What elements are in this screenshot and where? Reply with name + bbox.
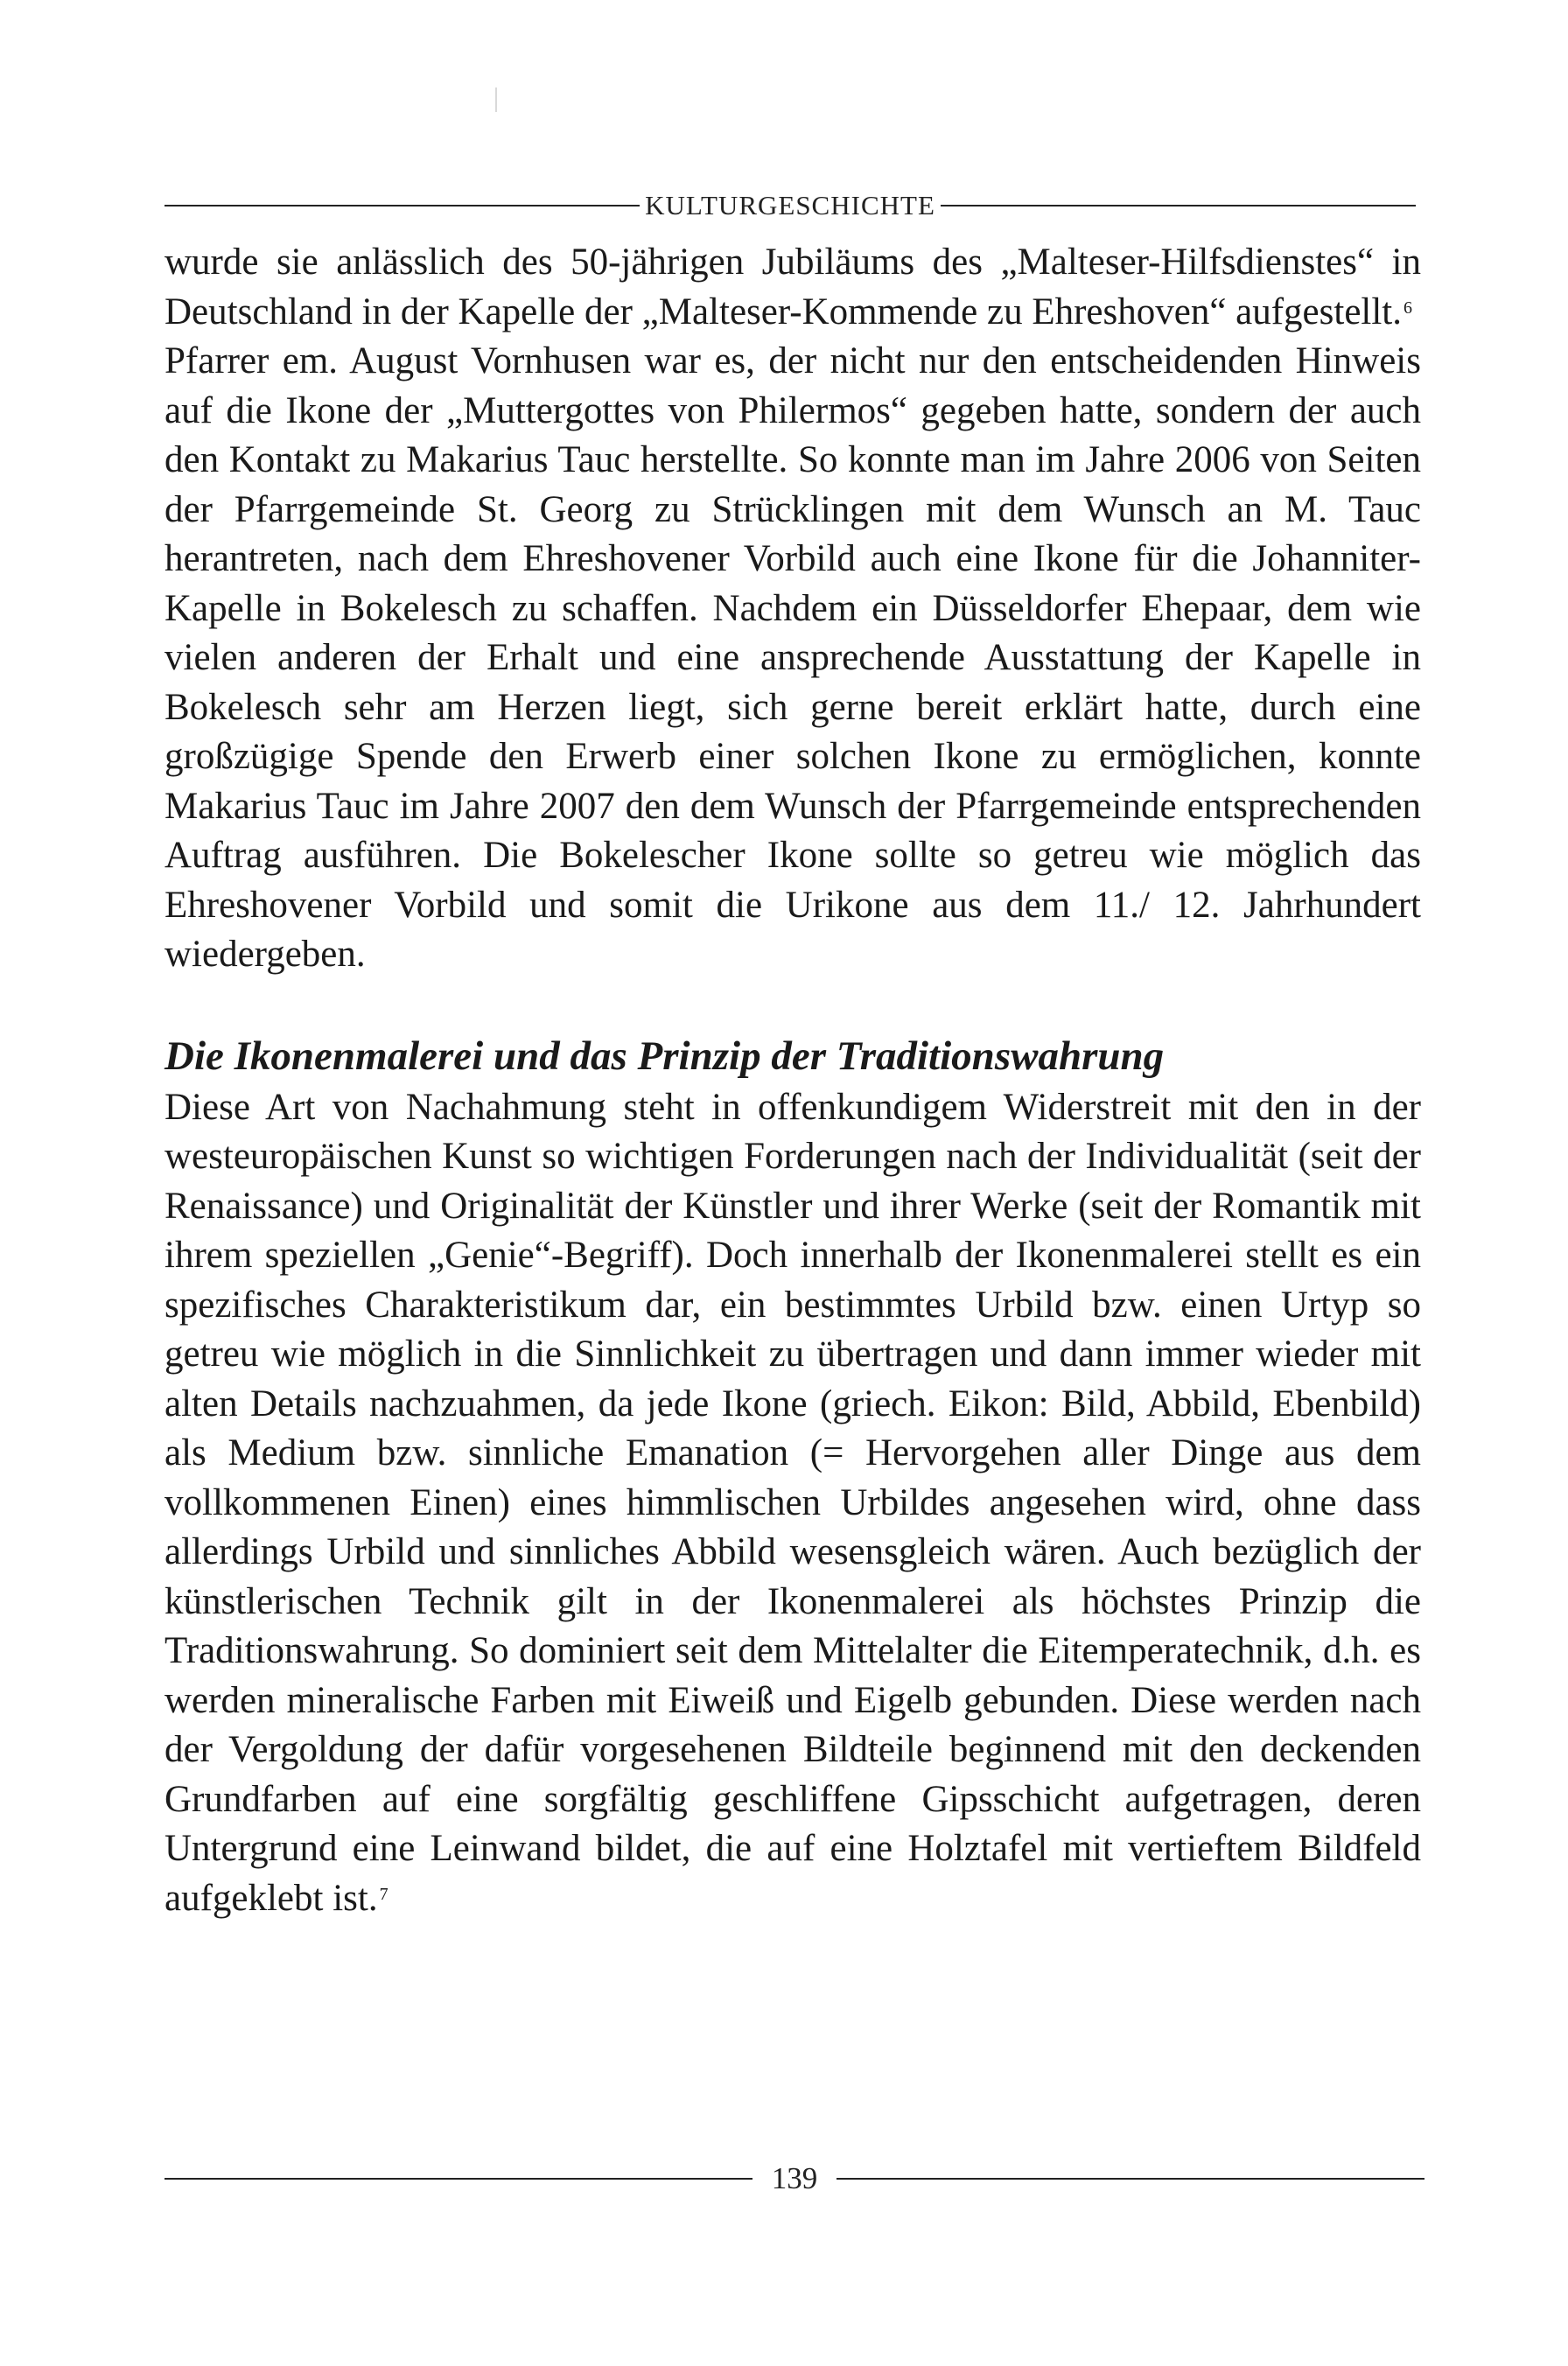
scan-artifact xyxy=(495,88,497,112)
paragraph-vornhusen xyxy=(164,337,1421,980)
paragraph-text: wurde sie anlässlich des 50-jährigen Jubiläums des „Malteser-Hilfsdienstes“ in Deutschland in der Kapelle der „Malteser-Kommende zu Ehreshoven“ aufgestellt. xyxy=(164,242,1421,332)
footer-rule-left xyxy=(164,2178,752,2180)
paragraph-text: Diese Art von Nachahmung steht in offenkundigem Widerstreit mit den in der westeuropäischen Kunst so wichtigen Forderungen nach der Individualität (seit der Renaissance) und Originalität der Künstler und ihrer Werke (seit der Romantik mit ihrem speziellen „Genie“-Begriff). Doch innerhalb der Ikonenmalerei stellt es ein spezifisches Charakteristikum dar, ein bestimmtes Urbild bzw. einen Urtyp so getreu wie möglich in die Sinnlichkeit zu übertragen und dann immer wieder mit alten Details nachzuahmen, da jede Ikone (griech. Eikon: Bild, Abbild, Ebenbild) als Medium bzw. sinnliche Emanation (= Hervorgehen aller Dinge aus dem vollkommenen Einen) eines himmlischen Urbildes angesehen wird, ohne dass allerdings Urbild und sinnliches Abbild wesensgleich wären. Auch bezüglich der künstlerischen Technik gilt in der Ikonenmalerei als höchstes Prinzip die Traditionswahrung. So dominiert seit dem Mittelalter die Eitemperatechnik, d.h. es werden mineralische Farben mit Eiweiß und Eigelb gebunden. Diese werden nach der Vergoldung der dafür vorgesehenen Bildteile beginnend mit den deckenden Grundfarben auf eine sorgfältig geschliffene Gipsschicht aufgetragen, deren Untergrund eine Leinwand bildet, die auf eine Holztafel mit vertieftem Bildfeld aufgeklebt ist. xyxy=(164,1086,1421,1919)
footnote-marker[interactable]: 7 xyxy=(379,1884,388,1904)
footer-rule-right xyxy=(836,2178,1424,2180)
header-rule-left xyxy=(164,205,640,206)
paragraph-continuation xyxy=(164,238,1421,337)
main-text xyxy=(164,238,1421,1923)
page-number: 139 xyxy=(771,2161,818,2195)
running-header xyxy=(164,184,1416,228)
paragraph-ikonenmalerei xyxy=(164,1083,1421,1924)
paragraph-text: Pfarrer em. August Vornhusen war es, der nicht nur den entscheidenden Hinweis auf die Ikone der „Muttergottes von Philermos“ gegeben hatte, sondern der auch den Kontakt zu Makarius Tauc herstellte. So konnte man im Jahre 2006 von Seiten der Pfarrgemeinde St. Georg zu Strücklingen mit dem Wunsch an M. Tauc herantreten, nach dem Ehreshovener Vorbild auch eine Ikone für die Johanniter-Kapelle in Bokelesch zu schaffen. Nachdem ein Düsseldorfer Ehepaar, dem wie vielen anderen der Erhalt und eine ansprechende Ausstattung der Kapelle in Bokelesch sehr am Herzen liegt, sich gerne bereit erklärt hatte, durch eine großzügige Spende den Erwerb einer solchen Ikone zu ermöglichen, konnte Makarius Tauc im Jahre 2007 den dem Wunsch der Pfarrgemeinde entsprechenden Auftrag ausführen. Die Bokelescher Ikone sollte so getreu wie möglich das Ehreshovener Vorbild und somit die Urikone aus dem 11./ 12. Jahrhundert wiedergeben. xyxy=(164,340,1421,975)
header-rule-right xyxy=(941,205,1416,206)
running-head-title: KULTURGESCHICHTE xyxy=(645,190,935,220)
page-footer xyxy=(164,2154,1424,2203)
footnote-marker[interactable]: 6 xyxy=(1404,298,1413,318)
section-heading: Die Ikonenmalerei und das Prinzip der Traditionswahrung xyxy=(164,1032,1165,1079)
